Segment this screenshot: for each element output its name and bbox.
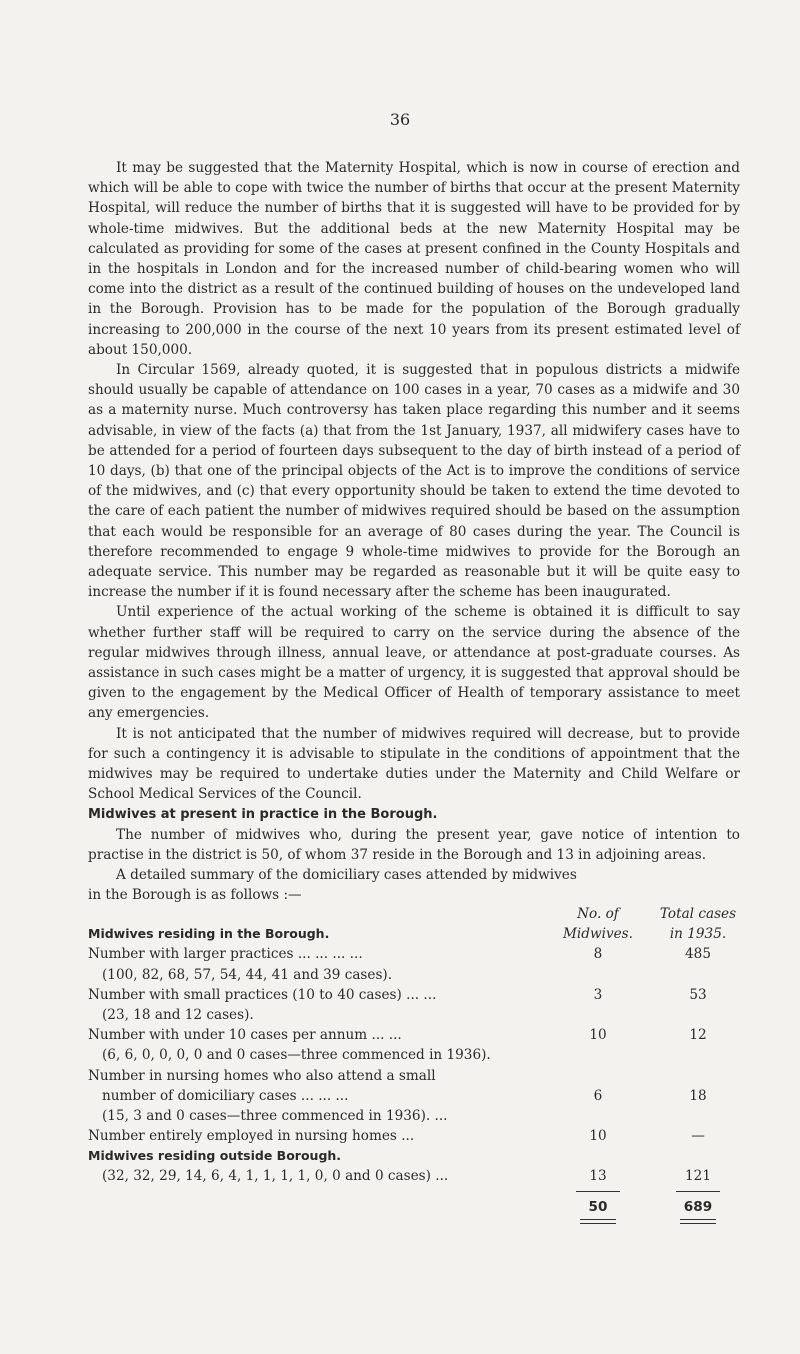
row-midwives: 8 [593, 946, 603, 963]
total-rule-row [88, 1187, 740, 1197]
row-desc: number of domiciliary cases ... ... ... [102, 1087, 349, 1104]
row-desc: Number with small practices (10 to 40 cases) ... ... [88, 986, 437, 1003]
row-desc: Number with larger practices ... ... ... ... [88, 946, 363, 963]
double-rule-row [88, 1217, 740, 1227]
row-midwives: 3 [593, 986, 603, 1003]
page-number: 36 [389, 110, 411, 129]
col-head-cases-1: Total cases [659, 906, 737, 922]
row-desc: (23, 18 and 12 cases). [102, 1006, 254, 1023]
total-cases: 689 [683, 1198, 713, 1215]
section-heading: Midwives at present in practice in the Borough. [88, 806, 438, 822]
summary-intro-line-1: A detailed summary of the domiciliary cases attended by midwives [116, 867, 577, 884]
row-desc: Number in nursing homes who also attend a small [88, 1067, 436, 1084]
col-head-midwives-1: No. of [577, 906, 619, 922]
table-row [88, 985, 740, 1005]
total-row [88, 1197, 740, 1217]
paragraph-contingency: It is not anticipated that the number of midwives required will decrease, but to provide for such a contingency it is advisable to stipulate in the conditions of appointment that the midwives may be required to undertake duties under the Maternity and Child Welfare or School Medical Services of the Council. [88, 725, 740, 803]
row-cases: 53 [689, 986, 707, 1003]
table-header-row-2 [88, 924, 740, 944]
row-cases: 18 [689, 1087, 707, 1104]
table-row [88, 1005, 740, 1025]
table-row [88, 1025, 740, 1045]
double-rule-midwives [580, 1219, 616, 1224]
table-row [88, 1126, 740, 1146]
paragraph-maternity-hospital: It may be suggested that the Maternity Hospital, which is now in course of erection and which will be able to cope with twice the number of births that occur at the present Maternity Hospital, will reduce the number of births that it is suggested will have to be provided for by whole-time midwives. But the additional beds at the new Maternity Hospital may be calculated as providing for some of the cases at present confined in the County Hospitals and in the hospitals in London and for the increased number of child-bearing women who will come into the district as a result of the continued building of houses on the undeveloped land in the Borough. Provision has to be made for the population of the Borough gradually increasing to 200,000 in the course of the next 10 years from its present estimated level of about 150,000. [88, 160, 740, 358]
row-desc: Number with under 10 cases per annum ... ... [88, 1027, 402, 1044]
col-head-cases-2: in 1935. [669, 926, 727, 943]
table-row [88, 1166, 740, 1186]
row-cases: 121 [685, 1168, 711, 1185]
row-desc: (32, 32, 29, 14, 6, 4, 1, 1, 1, 1, 0, 0 and 0 cases) ... [102, 1168, 449, 1185]
group-heading-outside: Midwives residing outside Borough. [88, 1148, 342, 1164]
paragraph-circular-1569: In Circular 1569, already quoted, it is suggested that in populous districts a midwife should usually be capable of attendance on 100 cases in a year, 70 cases as a midwife and 30 as a maternity nurse. Much controversy has taken place regarding this number and it seems advisable, in view of the facts (a) that from the 1st January, 1937, all midwifery cases have to be attended for a period of fourteen days subsequent to the day of birth instead of a period of 10 days, (b) that one of the principal objects of the Act is to improve the conditions of service of the midwives, and (c) that every opportunity should be taken to extend the time devoted to the care of each patient the number of midwives required should be based on the assumption that each would be responsible for an average of 80 cases during the year. The Council is therefore recommended to engage 9 whole-time midwives to provide for the Borough an adequate service. This number may be regarded as reasonable but it will be quite easy to increase the number if it is found necessary after the scheme has been inaugurated. [88, 362, 740, 601]
row-midwives: 6 [593, 1087, 603, 1104]
row-cases: — [691, 1128, 705, 1145]
row-desc: (15, 3 and 0 cases—three commenced in 1936). ... [102, 1107, 448, 1124]
total-rule-midwives [576, 1191, 620, 1192]
body-text [88, 158, 740, 906]
row-cases: 485 [685, 946, 711, 963]
row-desc: (6, 6, 0, 0, 0, 0 and 0 cases—three commenced in 1936). [102, 1047, 491, 1064]
col-head-midwives-2: Midwives. [563, 926, 633, 943]
summary-table [88, 904, 740, 1227]
table-row [88, 965, 740, 985]
group-heading-inside: Midwives residing in the Borough. [88, 926, 330, 942]
row-cases: 12 [689, 1027, 707, 1044]
total-rule-cases [676, 1191, 720, 1192]
total-midwives: 50 [588, 1198, 608, 1215]
table-row [88, 1106, 740, 1126]
row-midwives: 10 [589, 1128, 607, 1145]
double-rule-cases [680, 1219, 716, 1224]
paragraph-midwives-notice: The number of midwives who, during the present year, gave notice of intention to practise in the district is 50, of whom 37 reside in the Borough and 13 in adjoining areas. [88, 826, 740, 863]
row-desc: Number entirely employed in nursing homes ... [88, 1128, 415, 1145]
table-row [88, 1086, 740, 1106]
row-desc: (100, 82, 68, 57, 54, 44, 41 and 39 cases). [102, 966, 393, 983]
summary-intro-line-2: in the Borough is as follows :— [88, 887, 302, 904]
row-midwives: 13 [589, 1168, 607, 1185]
row-midwives: 10 [589, 1027, 607, 1044]
table-header-row-1 [88, 904, 740, 924]
group-heading-row-outside [88, 1146, 740, 1166]
table-row [88, 1045, 740, 1065]
table-row [88, 944, 740, 964]
paragraph-experience: Until experience of the actual working of the scheme is obtained it is difficult to say whether further staff will be required to carry on the service during the absence of the regular midwives through illness, annual leave, or attendance at post-graduate courses. As assistance in such cases might be a matter of urgency, it is suggested that approval should be given to the engagement by the Medical Officer of Health of temporary assistance to meet any emergencies. [88, 604, 740, 722]
table-row [88, 1066, 740, 1086]
